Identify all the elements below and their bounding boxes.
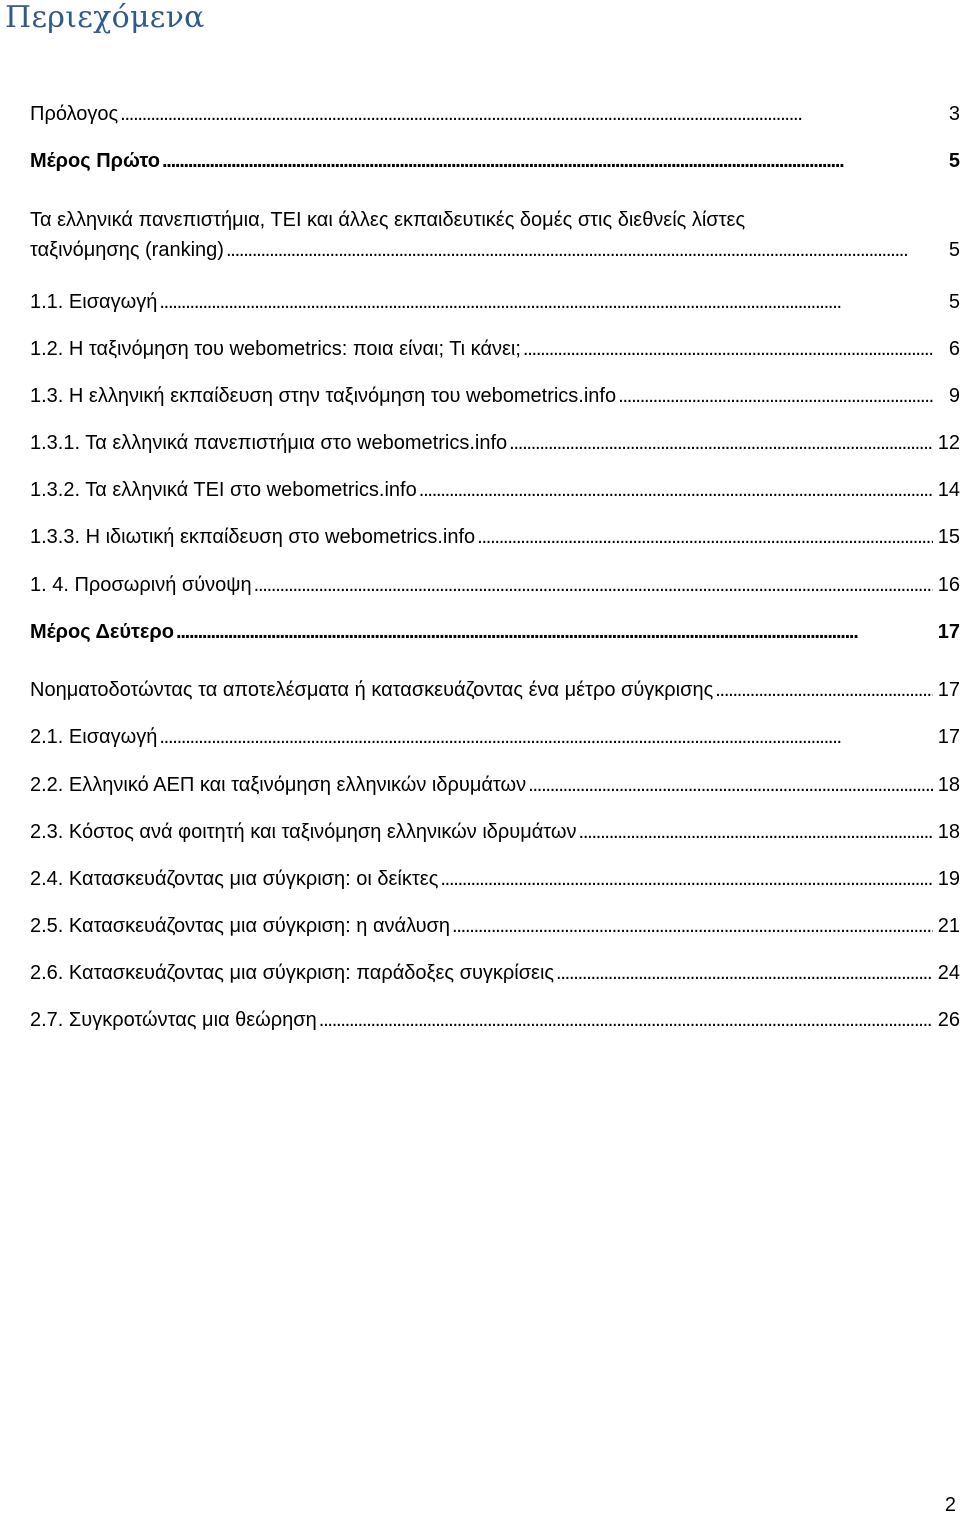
toc-entry-page: 26 <box>937 1009 960 1031</box>
toc-leader-dots <box>120 99 933 129</box>
page-number: 2 <box>944 1494 956 1516</box>
toc-entry-2-2[interactable] <box>30 770 960 800</box>
toc-entry-2-5[interactable] <box>30 911 960 941</box>
toc-entry-label: 2.5. Κατασκευάζοντας μια σύγκριση: η ανάλυση <box>30 915 450 937</box>
toc-leader-dots <box>254 570 933 600</box>
toc-entry-label: 1.1. Εισαγωγή <box>30 291 158 313</box>
toc-entry-label: 2.2. Ελληνικό ΑΕΠ και ταξινόμηση ελληνικών ιδρυμάτων <box>30 774 527 796</box>
toc-entry-page: 5 <box>948 291 960 313</box>
toc-leader-dots <box>715 675 933 705</box>
page-title: Περιεχόμενα <box>5 0 205 35</box>
toc-entry-greek-universities-ranking[interactable] <box>30 205 960 265</box>
toc-entry-page: 17 <box>937 679 960 701</box>
toc-entry-page: 19 <box>937 868 960 890</box>
toc-entry-label: 2.1. Εισαγωγή <box>30 726 158 748</box>
toc-entry-1-3-3[interactable] <box>30 522 960 552</box>
toc-entry-label: 1.3.2. Τα ελληνικά ΤΕΙ στο webometrics.info <box>30 479 417 501</box>
toc-entry-label: 1.3.1. Τα ελληνικά πανεπιστήμια στο webometrics.info <box>30 432 508 454</box>
toc-entry-label: 2.6. Κατασκευάζοντας μια σύγκριση: παράδοξες συγκρίσεις <box>30 962 555 984</box>
toc-entry-label: 2.4. Κατασκευάζοντας μια σύγκριση: οι δείκτες <box>30 868 439 890</box>
toc-entry-2-7[interactable] <box>30 1005 960 1035</box>
toc-leader-dots <box>319 1005 933 1035</box>
toc-entry-line2 <box>30 235 960 265</box>
toc-entry-label-line2: ταξινόμησης (ranking) <box>30 239 224 261</box>
toc-entry-1-3-1[interactable] <box>30 428 960 458</box>
toc-entry-page: 16 <box>937 574 960 596</box>
toc-entry-page: 12 <box>937 432 960 454</box>
toc-entry-page: 6 <box>948 338 960 360</box>
toc-entry-page: 17 <box>937 621 960 643</box>
toc-entry-prologue[interactable] <box>30 99 960 129</box>
toc-entry-1-4[interactable] <box>30 570 960 600</box>
toc-entry-label: 2.3. Κόστος ανά φοιτητή και ταξινόμηση ελληνικών ιδρυμάτων <box>30 821 577 843</box>
toc-leader-dots <box>452 911 933 941</box>
toc-entry-page: 18 <box>937 821 960 843</box>
toc-entry-2-1[interactable] <box>30 722 960 752</box>
toc-entry-2-3[interactable] <box>30 817 960 847</box>
toc-entry-2-4[interactable] <box>30 864 960 894</box>
toc-entry-page: 24 <box>937 962 960 984</box>
toc-entry-label: Μέρος Πρώτο <box>30 150 160 172</box>
toc-leader-dots <box>523 334 933 364</box>
toc-entry-page: 5 <box>948 150 960 172</box>
toc-entry-part-one[interactable] <box>30 146 960 176</box>
toc-entry-1-2[interactable] <box>30 334 960 364</box>
toc-leader-dots <box>477 522 933 552</box>
toc-leader-dots <box>419 475 933 505</box>
toc-entry-page: 9 <box>948 385 960 407</box>
toc-entry-2-6[interactable] <box>30 958 960 988</box>
toc-leader-dots <box>226 235 933 265</box>
toc-leader-dots <box>176 617 933 647</box>
toc-leader-dots <box>162 146 933 176</box>
toc-entry-label: Μέρος Δεύτερο <box>30 621 175 643</box>
toc-leader-dots <box>618 381 933 411</box>
toc-entry-label: 1.3.3. Η ιδιωτική εκπαίδευση στο webometrics.info <box>30 526 476 548</box>
toc-entry-page: 14 <box>937 479 960 501</box>
toc-leader-dots <box>528 770 933 800</box>
toc-entry-label: Πρόλογος <box>30 103 119 125</box>
toc-entry-label: 1. 4. Προσωρινή σύνοψη <box>30 574 252 596</box>
toc-leader-dots <box>159 287 933 317</box>
toc-entry-1-3[interactable] <box>30 381 960 411</box>
toc-entry-page: 15 <box>937 526 960 548</box>
toc-entry-page: 5 <box>948 239 960 261</box>
toc-leader-dots <box>440 864 933 894</box>
toc-leader-dots <box>159 722 933 752</box>
toc-leader-dots <box>556 958 933 988</box>
toc-entry-page: 18 <box>937 774 960 796</box>
toc-entry-part-two[interactable] <box>30 617 960 647</box>
toc-entry-comparison-measure[interactable] <box>30 675 960 705</box>
toc-entry-1-1[interactable] <box>30 287 960 317</box>
toc-entry-label: 1.3. Η ελληνική εκπαίδευση στην ταξινόμηση του webometrics.info <box>30 385 617 407</box>
toc-leader-dots <box>509 428 933 458</box>
toc-entry-1-3-2[interactable] <box>30 475 960 505</box>
toc-entry-label: 2.7. Συγκροτώντας μια θεώρηση <box>30 1009 317 1031</box>
toc-entry-label: 1.2. Η ταξινόμηση του webometrics: ποια είναι; Τι κάνει; <box>30 338 521 360</box>
toc-entry-label: Νοηματοδοτώντας τα αποτελέσματα ή κατασκευάζοντας ένα μέτρο σύγκρισης <box>30 679 714 701</box>
toc-entry-page: 3 <box>948 103 960 125</box>
toc-entry-label-line1: Τα ελληνικά πανεπιστήμια, ΤΕΙ και άλλες εκπαιδευτικές δομές στις διεθνείς λίστες <box>30 209 746 231</box>
toc-entry-page: 21 <box>937 915 960 937</box>
toc-leader-dots <box>579 817 933 847</box>
toc-entry-page: 17 <box>937 726 960 748</box>
